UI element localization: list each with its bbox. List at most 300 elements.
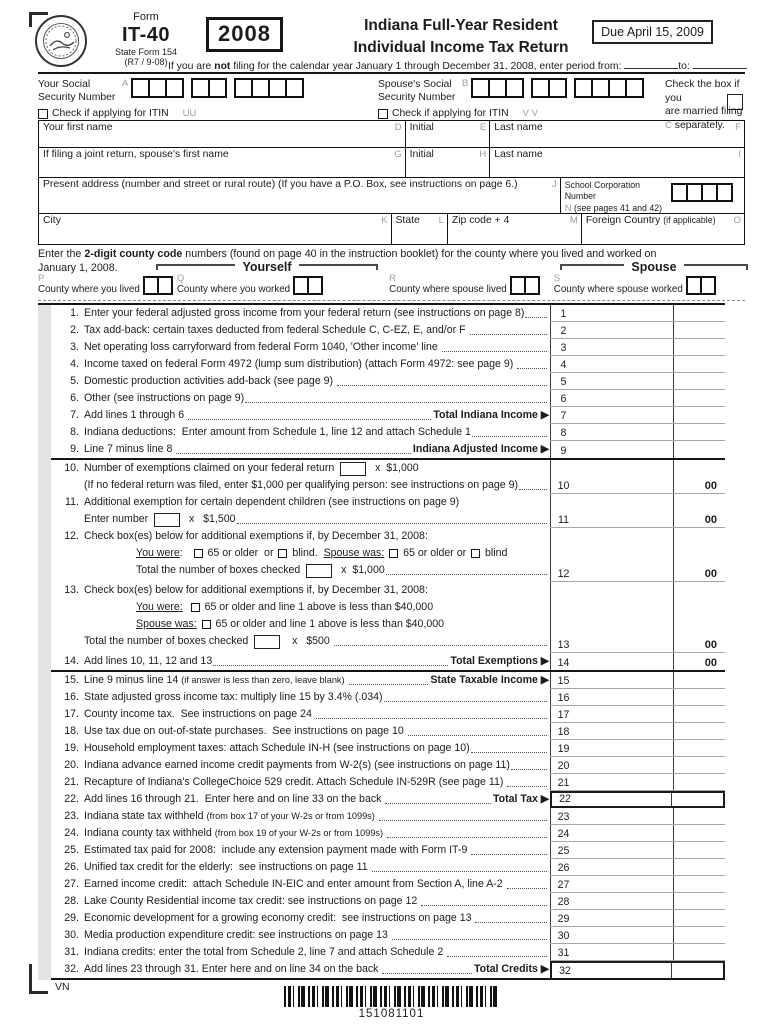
line-15-entry-area (550, 672, 725, 689)
line-21-amount-field[interactable] (576, 774, 673, 790)
line-7-amount-field[interactable] (576, 407, 673, 423)
line-21-description (38, 774, 550, 791)
line-12-amount-field[interactable] (576, 528, 673, 581)
line-text: Indiana credits: enter the total from Schedule 2, line 7 and attach Schedule 2 (84, 946, 447, 958)
line-24-amount-field[interactable] (576, 825, 673, 841)
line-13-amount-field[interactable] (576, 582, 673, 652)
form-revision: (R7 / 9-08) (124, 56, 168, 67)
entry-cell[interactable] (285, 78, 304, 98)
checkbox[interactable] (389, 549, 398, 558)
line-text: Enter your federal adjusted gross income from your federal return (see instructions on page 8) (84, 307, 525, 319)
spouse-ssn-block (378, 78, 665, 118)
form-line-18 (38, 723, 725, 740)
line-2-entry-area (550, 322, 725, 339)
checkbox[interactable] (202, 620, 211, 629)
line-box-number: 13 (550, 582, 576, 652)
school-corporation-cell: School Corporation Number N (see pages 41 and 42) (561, 178, 744, 213)
line-number-label: 27. (64, 878, 79, 890)
line-total-label: Indiana Adjusted Income ▶ (412, 443, 549, 455)
line-text: x $1,000 (369, 462, 419, 474)
field-letter-uu: UU (182, 107, 197, 119)
spouse-county-lived-boxes (507, 276, 544, 295)
dotted-leader (337, 385, 547, 386)
form-line-2 (38, 322, 725, 339)
line-text: Enter number (84, 513, 152, 525)
line-note: (from box 19 of your W-2s or from 1099s) (214, 828, 384, 838)
line-box-number: 25 (550, 842, 576, 858)
line-box-number: 1 (550, 305, 576, 321)
field-letter-j: J (551, 179, 557, 190)
entry-box-group (671, 183, 733, 202)
line-text: Number of exemptions claimed on your federal return (84, 462, 338, 474)
dotted-leader (507, 786, 547, 787)
line-box-number: 22 (559, 793, 571, 805)
line-box-number: 10 (550, 460, 576, 493)
entry-cell[interactable] (700, 276, 716, 295)
zip-field[interactable]: Zip code + 4 M (448, 214, 582, 244)
county-worked-boxes (290, 276, 327, 295)
line-text: x $500 (283, 635, 333, 647)
line-text (384, 545, 387, 562)
form-title-line1: Indiana Full-Year Resident (364, 17, 558, 34)
line-26-entry-area (550, 859, 725, 876)
line-24-description (38, 825, 550, 842)
line-25-entry-area (550, 842, 725, 859)
line-8-cents (673, 424, 725, 440)
line-10-description (38, 460, 550, 494)
spouse-itin-checkbox[interactable] (378, 109, 388, 119)
count-entry-box[interactable] (306, 564, 332, 578)
line-box-number: 28 (550, 893, 576, 909)
entry-cell[interactable] (625, 78, 644, 98)
initial-field[interactable]: Initial E (406, 121, 491, 147)
line-note: (from box 17 of your W-2s or from 1099s) (206, 811, 375, 821)
line-27-amount-field[interactable] (576, 876, 673, 892)
foreign-country-field[interactable]: Foreign Country (if applicable) O (585, 215, 741, 226)
line-total-label: Total Tax ▶ (492, 793, 549, 805)
line-text: : (179, 547, 192, 559)
dotted-leader (519, 489, 547, 490)
line-number-label: 32. (64, 963, 79, 975)
line-20-cents (673, 757, 725, 773)
line-11-amount-field[interactable] (576, 494, 673, 527)
field-letter-c: C (665, 119, 672, 131)
line-text: Net operating loss carryforward from federal Form 1040, 'Other income' line (84, 341, 441, 353)
line-1-description (38, 305, 550, 322)
line-box-number: 15 (550, 672, 576, 688)
line-number-label: 28. (64, 895, 79, 907)
first-name-field[interactable]: Your first name D (39, 121, 406, 147)
line-25-description (38, 842, 550, 859)
line-box-number: 12 (550, 528, 576, 581)
line-5-description (38, 373, 550, 390)
line-number-label: 11. (65, 496, 79, 508)
period-line (168, 58, 747, 72)
line-22-entry-area (550, 791, 725, 808)
line-9-entry-area (550, 441, 725, 458)
line-3-description (38, 339, 550, 356)
form-line-29 (38, 910, 725, 927)
school-corporation-boxes (671, 183, 740, 202)
dotted-leader (349, 684, 429, 685)
dotted-leader (176, 453, 411, 454)
line-box-number: 23 (550, 808, 576, 824)
line-number-label: 26. (64, 861, 79, 873)
form-line-32 (38, 961, 725, 980)
line-box-number: 32 (559, 965, 571, 977)
dotted-leader (471, 854, 547, 855)
entry-cell[interactable] (548, 78, 567, 98)
line-text: Use tax due on out-of-state purchases. See instructions on page 10 (84, 725, 407, 737)
entry-cell[interactable] (524, 276, 540, 295)
line-total-label: Total Credits ▶ (473, 963, 549, 975)
line-number-label: 22. (64, 793, 79, 805)
line-text: Indiana state tax withheld (84, 810, 207, 822)
county-intro: Enter the 2-digit county code numbers (found on page 40 in the instruction booklet) for the county where you lived and worked on (38, 248, 657, 260)
line-13-cents: 00 (673, 582, 725, 652)
line-box-number: 19 (550, 740, 576, 756)
spouse-initial-field[interactable]: Initial H (406, 148, 491, 177)
line-32-description (38, 961, 550, 978)
count-entry-box[interactable] (254, 635, 280, 649)
dotted-leader (334, 645, 547, 646)
field-letter-m: M (569, 215, 578, 226)
line-22-amount-field[interactable] (578, 793, 671, 806)
line-text: 65 or older or (400, 547, 470, 559)
line-6-description (38, 390, 550, 407)
dotted-leader (245, 402, 547, 403)
your-itin-label: Check if applying for ITIN (52, 108, 169, 119)
line-text: Add lines 23 through 31. Enter here and on line 34 on the back (84, 963, 382, 975)
line-31-amount-field[interactable] (576, 944, 673, 960)
line-box-number: 11 (550, 494, 576, 527)
married-filing-separately-checkbox[interactable] (727, 94, 743, 110)
line-23-amount-field[interactable] (576, 808, 673, 824)
state-seal (35, 15, 87, 67)
period-to-field[interactable] (693, 58, 747, 69)
county-date: January 1, 2008. (38, 262, 118, 274)
line-19-description (38, 740, 550, 757)
line-text (183, 599, 189, 616)
form-line-12 (38, 528, 725, 582)
line-11-description (38, 494, 550, 528)
line-box-number: 7 (550, 407, 576, 423)
dotted-leader (372, 871, 547, 872)
line-31-entry-area (550, 944, 725, 961)
line-box-number: 8 (550, 424, 576, 440)
dotted-leader (470, 334, 547, 335)
form-line-1 (38, 305, 725, 322)
line-number-label: 15. (64, 674, 79, 686)
line-text: Income taxed on federal Form 4972 (lump sum distribution) (attach Form 4972: see page 9) (84, 358, 517, 370)
line-26-cents (673, 859, 725, 875)
form-line-31 (38, 944, 725, 961)
line-30-entry-area (550, 927, 725, 944)
period-pre: If you are (168, 61, 215, 72)
line-text: Line 7 minus line 8 (84, 443, 176, 455)
line-24-entry-area (550, 825, 725, 842)
spouse-county-worked-boxes (683, 276, 720, 295)
your-ssn-boxes (131, 78, 311, 98)
form-footer (38, 980, 745, 1024)
line-text: (If no federal return was filed, enter $1,000 per qualifying person: see instructions on page 9) (84, 479, 519, 491)
line-4-description (38, 356, 550, 373)
barcode-number: 151081101 (358, 1008, 425, 1020)
entry-cell[interactable] (208, 78, 227, 98)
line-27-description (38, 876, 550, 893)
line-6-amount-field[interactable] (576, 390, 673, 406)
field-letter-i: I (738, 149, 741, 160)
line-5-cents (673, 373, 725, 389)
line-number-label: 14. (64, 655, 79, 667)
line-number-label: 30. (64, 929, 79, 941)
line-25-cents (673, 842, 725, 858)
spouse-county-lived-unit: R County where spouse lived (389, 274, 544, 295)
form-line-25 (38, 842, 725, 859)
line-26-amount-field[interactable] (576, 859, 673, 875)
count-entry-box[interactable] (340, 462, 366, 476)
line-10-cents: 00 (673, 460, 725, 493)
line-number-label: 5. (70, 375, 79, 387)
line-box-number: 18 (550, 723, 576, 739)
line-20-amount-field[interactable] (576, 757, 673, 773)
line-box-number: 2 (550, 322, 576, 338)
field-letter-vv: V V (522, 107, 538, 119)
line-28-amount-field[interactable] (576, 893, 673, 909)
line-2-amount-field[interactable] (576, 322, 673, 338)
barcode (284, 986, 500, 1007)
line-text: blind. (289, 547, 324, 559)
county-boxes-row (38, 274, 727, 295)
form-line-5 (38, 373, 725, 390)
entry-cell[interactable] (157, 276, 173, 295)
line-2-cents (673, 322, 725, 338)
field-letter-g: G (394, 149, 402, 160)
line-29-amount-field[interactable] (576, 910, 673, 926)
line-text (197, 616, 200, 633)
spouse-ssn-label: Spouse's Social Security Number (378, 79, 456, 103)
line-number-label: 12. (64, 530, 79, 542)
line-20-description (38, 757, 550, 774)
form-header (38, 10, 745, 72)
line-text: Other (see instructions on page 9) (84, 392, 245, 404)
entry-box-group (293, 276, 323, 295)
field-letter-d: D (394, 122, 402, 133)
line-text: Lake County Residential income tax credit: see instructions on page 12 (84, 895, 421, 907)
checkbox[interactable] (191, 603, 200, 612)
line-3-entry-area (550, 339, 725, 356)
form-line-28 (38, 893, 725, 910)
line-9-description (38, 441, 550, 458)
form-line-11 (38, 494, 725, 528)
form-line-27 (38, 876, 725, 893)
field-letter-l: L (438, 215, 444, 226)
line-number-label: 20. (64, 759, 79, 771)
line-30-amount-field[interactable] (576, 927, 673, 943)
dotted-leader (471, 752, 547, 753)
line-19-amount-field[interactable] (576, 740, 673, 756)
entry-box-group (143, 276, 173, 295)
line-5-amount-field[interactable] (576, 373, 673, 389)
dotted-leader (447, 956, 547, 957)
line-4-cents (673, 356, 725, 372)
form-line-3 (38, 339, 725, 356)
line-number-label: 16. (64, 691, 79, 703)
line-19-cents (673, 740, 725, 756)
form-line-17 (38, 706, 725, 723)
name-address-table (38, 120, 745, 245)
entry-box-group (574, 78, 644, 98)
state-field[interactable]: State L (392, 214, 448, 244)
line-23-entry-area (550, 808, 725, 825)
line-14-amount-field[interactable] (576, 653, 673, 670)
count-entry-box[interactable] (154, 513, 180, 527)
field-letter-o: O (733, 215, 741, 226)
line-text: Total the number of boxes checked (136, 564, 304, 576)
entry-box-group (471, 78, 524, 98)
county-worked-unit: Q County where you worked (177, 274, 327, 295)
spouse-first-name-field[interactable]: If filing a joint return, spouse's first name G (39, 148, 406, 177)
line-text (383, 825, 386, 842)
line-25-amount-field[interactable] (576, 842, 673, 858)
line-9-amount-field[interactable] (576, 441, 673, 458)
entry-cell[interactable] (307, 276, 323, 295)
form-line-26 (38, 859, 725, 876)
line-text: 65 or older and line 1 above is less than $40,000 (201, 601, 434, 613)
checkbox[interactable] (278, 549, 287, 558)
line-text: Additional exemption for certain dependent children (see instructions on page 9) (84, 496, 460, 508)
dotted-leader (408, 735, 547, 736)
county-lived-boxes (140, 276, 177, 295)
county-lived-unit: P County where you lived (38, 274, 177, 295)
line-20-entry-area (550, 757, 725, 774)
field-letter-f: F (735, 122, 741, 133)
entry-cell[interactable] (505, 78, 524, 98)
line-22-cents (671, 793, 723, 806)
line-10-amount-field[interactable] (576, 460, 673, 493)
line-16-amount-field[interactable] (576, 689, 673, 705)
underlined-label: You were (136, 547, 180, 559)
line-31-cents (673, 944, 725, 960)
line-box-number: 17 (550, 706, 576, 722)
line-32-entry-area (550, 961, 725, 978)
line-text: Add lines 16 through 21. Enter here and on line 33 on the back (84, 793, 385, 805)
line-total-label: Total Exemptions ▶ (450, 655, 549, 667)
entry-box-group (531, 78, 567, 98)
line-14-cents: 00 (673, 653, 725, 670)
line-21-cents (673, 774, 725, 790)
line-total-label: Total Indiana Income ▶ (433, 409, 549, 421)
dotted-leader (475, 922, 547, 923)
line-number-label: 13. (64, 584, 79, 596)
line-text: Tax add-back: certain taxes deducted from federal Schedule C, C-EZ, E, and/or F (84, 324, 469, 336)
line-text: Recapture of Indiana's CollegeChoice 529 credit. Attach Schedule IN-529R (see page 11) (84, 776, 507, 788)
line-6-cents (673, 390, 725, 406)
field-letter-a: A (122, 78, 129, 89)
line-text: Add lines 10, 11, 12 and 13 (84, 655, 213, 667)
line-15-amount-field[interactable] (576, 672, 673, 688)
line-text: Total the number of boxes checked (84, 635, 252, 647)
line-1-amount-field[interactable] (576, 305, 673, 321)
line-15-cents (673, 672, 725, 688)
line-15-description (38, 672, 550, 689)
line-text: x $1,000 (335, 564, 385, 576)
line-18-cents (673, 723, 725, 739)
line-text: State adjusted gross income tax: multiply line 15 by 3.4% (.034) (84, 691, 383, 703)
line-5-entry-area (550, 373, 725, 390)
entry-cell[interactable] (165, 78, 184, 98)
city-field[interactable]: City K (39, 214, 392, 244)
line-box-number: 5 (550, 373, 576, 389)
line-text: Indiana county tax withheld (84, 827, 215, 839)
entry-box-group (191, 78, 227, 98)
checkbox[interactable] (471, 549, 480, 558)
your-itin-checkbox[interactable] (38, 109, 48, 119)
address-field[interactable]: Present address (number and street or rural route) (If you have a P.O. Box, see instructions on page 6.) J (39, 178, 561, 213)
form-line-6 (38, 390, 725, 407)
line-11-entry-area (550, 494, 725, 528)
form-line-4 (38, 356, 725, 373)
period-from-field[interactable] (624, 58, 678, 69)
line-number-label: 18. (64, 725, 79, 737)
line-32-amount-field[interactable] (578, 963, 671, 978)
dotted-leader (472, 436, 547, 437)
line-number-label: 1. (70, 307, 79, 319)
line-4-amount-field[interactable] (576, 356, 673, 372)
underlined-label: You were: (136, 601, 183, 613)
line-8-amount-field[interactable] (576, 424, 673, 440)
line-16-cents (673, 689, 725, 705)
field-letter-h: H (479, 149, 487, 160)
checkbox[interactable] (194, 549, 203, 558)
line-10-entry-area (550, 460, 725, 494)
line-28-description (38, 893, 550, 910)
form-line-22 (38, 791, 725, 808)
spouse-last-name-field[interactable]: Last name I (494, 149, 741, 160)
line-number-label: 4. (70, 358, 79, 370)
line-29-description (38, 910, 550, 927)
form-lines (38, 303, 725, 980)
dotted-leader (382, 973, 472, 974)
line-7-description (38, 407, 550, 424)
dotted-leader (511, 769, 547, 770)
dotted-leader (392, 939, 547, 940)
form-line-21 (38, 774, 725, 791)
dotted-leader (379, 820, 547, 821)
dotted-leader (237, 523, 547, 524)
spouse-county-worked-unit: S County where spouse worked (554, 274, 720, 295)
form-line-7 (38, 407, 725, 424)
line-text: County income tax. See instructions on page 24 (84, 708, 315, 720)
entry-box-group (510, 276, 540, 295)
dotted-leader (384, 701, 547, 702)
vn-code: VN (55, 981, 70, 993)
line-17-amount-field[interactable] (576, 706, 673, 722)
line-3-amount-field[interactable] (576, 339, 673, 355)
entry-cell[interactable] (716, 183, 733, 202)
form-word: Form (133, 11, 159, 23)
line-18-amount-field[interactable] (576, 723, 673, 739)
form-line-19 (38, 740, 725, 757)
line-2-description (38, 322, 550, 339)
line-box-number: 24 (550, 825, 576, 841)
your-ssn-label: Your Social Security Number (38, 79, 116, 103)
line-number-label: 10. (64, 462, 79, 474)
last-name-field[interactable]: Last name F (494, 122, 741, 133)
period-bold: not (214, 61, 231, 72)
line-number-label: 6. (70, 392, 79, 404)
line-note: (if answer is less than zero, leave blank) (181, 675, 345, 685)
